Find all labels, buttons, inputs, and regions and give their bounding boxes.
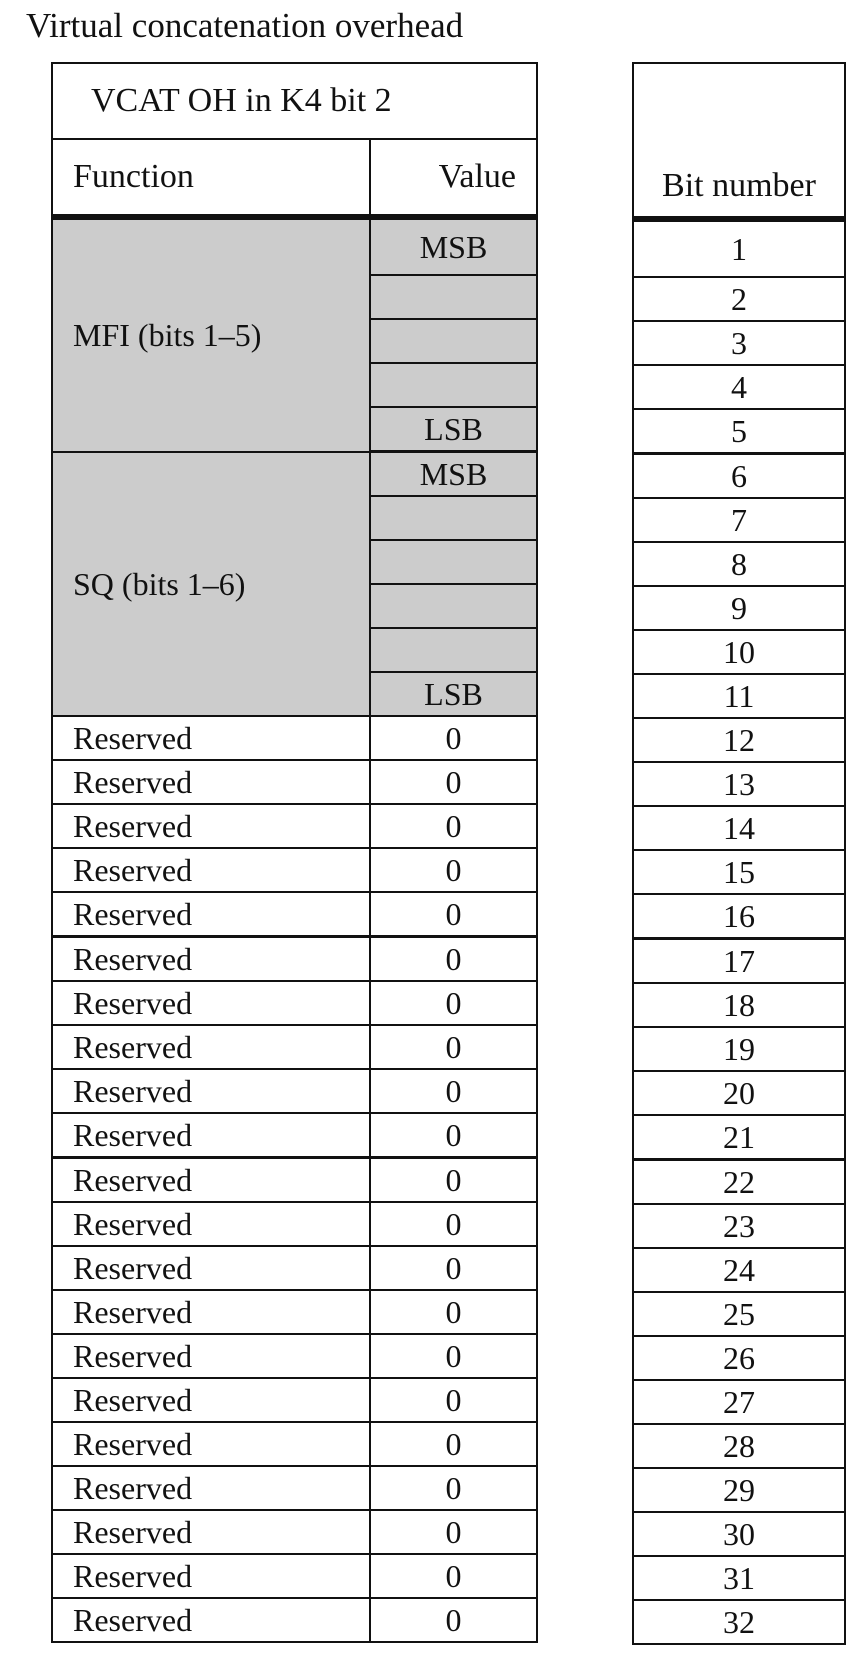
- table-row: [52, 760, 537, 804]
- bit-number-cell: 2: [633, 277, 845, 321]
- bit-row: [633, 1600, 845, 1644]
- bit-number-cell: 3: [633, 321, 845, 365]
- bit-number-cell: 4: [633, 365, 845, 409]
- value-cell: 0: [370, 1158, 537, 1203]
- table-row: [52, 892, 537, 937]
- bit-row: [633, 365, 845, 409]
- bit-number-cell: 29: [633, 1468, 845, 1512]
- table-row: [52, 1290, 537, 1334]
- function-cell: Reserved: [52, 760, 370, 804]
- function-header: Function: [52, 139, 370, 217]
- table-row: [52, 716, 537, 760]
- table-row: [52, 1158, 537, 1203]
- bit-number-header: Bit number: [633, 63, 845, 219]
- value-cell: [370, 584, 537, 628]
- bit-number-cell: 15: [633, 850, 845, 894]
- table-row: [52, 981, 537, 1025]
- function-cell: Reserved: [52, 848, 370, 892]
- value-cell: [370, 540, 537, 584]
- caption-row: [52, 63, 537, 139]
- function-cell: Reserved: [52, 1554, 370, 1598]
- value-cell: [370, 628, 537, 672]
- value-cell: 0: [370, 892, 537, 937]
- value-cell: LSB: [370, 407, 537, 452]
- value-cell: 0: [370, 1202, 537, 1246]
- value-cell: MSB: [370, 217, 537, 275]
- function-cell: Reserved: [52, 716, 370, 760]
- bit-row: [633, 1512, 845, 1556]
- table-row: [52, 1598, 537, 1642]
- bit-header-row: [633, 63, 845, 219]
- value-cell: 0: [370, 716, 537, 760]
- bit-number-cell: 14: [633, 806, 845, 850]
- bit-number-cell: 7: [633, 498, 845, 542]
- bit-number-cell: 10: [633, 630, 845, 674]
- bit-number-cell: 11: [633, 674, 845, 718]
- bit-row: [633, 630, 845, 674]
- function-cell: Reserved: [52, 1113, 370, 1158]
- table-row: [52, 1069, 537, 1113]
- bit-number-cell: 1: [633, 219, 845, 277]
- bit-row: [633, 321, 845, 365]
- table-row: [52, 937, 537, 982]
- value-cell: 0: [370, 1554, 537, 1598]
- bit-number-cell: 8: [633, 542, 845, 586]
- bit-number-cell: 24: [633, 1248, 845, 1292]
- value-cell: 0: [370, 1290, 537, 1334]
- function-cell: Reserved: [52, 937, 370, 982]
- bit-row: [633, 939, 845, 984]
- value-cell: 0: [370, 1378, 537, 1422]
- bit-row: [633, 718, 845, 762]
- bit-number-cell: 23: [633, 1204, 845, 1248]
- bit-row: [633, 454, 845, 499]
- value-cell: 0: [370, 1246, 537, 1290]
- bit-row: [633, 1380, 845, 1424]
- bit-number-cell: 27: [633, 1380, 845, 1424]
- bit-number-cell: 16: [633, 894, 845, 939]
- function-cell: Reserved: [52, 892, 370, 937]
- function-cell: Reserved: [52, 981, 370, 1025]
- bit-number-table: [632, 62, 846, 1645]
- bit-row: [633, 1160, 845, 1205]
- table-row: [52, 1246, 537, 1290]
- function-cell: Reserved: [52, 1466, 370, 1510]
- table-row: [52, 1202, 537, 1246]
- table-caption: VCAT OH in K4 bit 2: [52, 63, 537, 139]
- bit-number-cell: 17: [633, 939, 845, 984]
- bit-row: [633, 1027, 845, 1071]
- value-cell: 0: [370, 1113, 537, 1158]
- value-cell: 0: [370, 1598, 537, 1642]
- bit-row: [633, 762, 845, 806]
- table-row: [52, 217, 537, 275]
- bit-number-cell: 25: [633, 1292, 845, 1336]
- bit-number-cell: 26: [633, 1336, 845, 1380]
- value-cell: 0: [370, 1069, 537, 1113]
- bit-row: [633, 1204, 845, 1248]
- bit-row: [633, 542, 845, 586]
- value-cell: 0: [370, 804, 537, 848]
- bit-row: [633, 1292, 845, 1336]
- vcat-oh-table: [51, 62, 538, 1643]
- value-header: Value: [370, 139, 537, 217]
- bit-row: [633, 674, 845, 718]
- function-cell: Reserved: [52, 1025, 370, 1069]
- value-cell: [370, 275, 537, 319]
- bit-number-cell: 5: [633, 409, 845, 454]
- bit-number-cell: 6: [633, 454, 845, 499]
- function-cell: Reserved: [52, 1378, 370, 1422]
- table-row: [52, 1113, 537, 1158]
- bit-number-cell: 28: [633, 1424, 845, 1468]
- bit-number-cell: 13: [633, 762, 845, 806]
- bit-row: [633, 1071, 845, 1115]
- bit-number-cell: 32: [633, 1600, 845, 1644]
- value-cell: [370, 319, 537, 363]
- bit-row: [633, 1115, 845, 1160]
- bit-number-cell: 19: [633, 1027, 845, 1071]
- value-cell: 0: [370, 981, 537, 1025]
- function-cell: Reserved: [52, 1069, 370, 1113]
- value-cell: LSB: [370, 672, 537, 716]
- bit-number-cell: 9: [633, 586, 845, 630]
- document-title: Virtual concatenation overhead: [26, 6, 464, 45]
- bit-number-cell: 20: [633, 1071, 845, 1115]
- bit-row: [633, 277, 845, 321]
- value-cell: 0: [370, 760, 537, 804]
- function-cell: Reserved: [52, 1246, 370, 1290]
- value-cell: 0: [370, 937, 537, 982]
- table-row: [52, 1510, 537, 1554]
- bit-row: [633, 586, 845, 630]
- value-cell: MSB: [370, 452, 537, 497]
- table-row: [52, 848, 537, 892]
- function-cell: Reserved: [52, 1510, 370, 1554]
- value-cell: 0: [370, 1466, 537, 1510]
- function-cell: Reserved: [52, 1290, 370, 1334]
- bit-row: [633, 1468, 845, 1512]
- table-row: [52, 1025, 537, 1069]
- bit-number-cell: 18: [633, 983, 845, 1027]
- value-cell: 0: [370, 1422, 537, 1466]
- value-cell: [370, 363, 537, 407]
- value-cell: [370, 496, 537, 540]
- bit-number-cell: 12: [633, 718, 845, 762]
- table-row: [52, 1334, 537, 1378]
- function-cell: Reserved: [52, 804, 370, 848]
- function-cell: Reserved: [52, 1158, 370, 1203]
- bit-number-cell: 22: [633, 1160, 845, 1205]
- function-cell: MFI (bits 1–5): [52, 217, 370, 452]
- bit-row: [633, 498, 845, 542]
- bit-number-cell: 30: [633, 1512, 845, 1556]
- function-cell: Reserved: [52, 1422, 370, 1466]
- bit-row: [633, 409, 845, 454]
- function-cell: SQ (bits 1–6): [52, 452, 370, 717]
- bit-row: [633, 1248, 845, 1292]
- bit-row: [633, 983, 845, 1027]
- table-row: [52, 1554, 537, 1598]
- bit-row: [633, 1424, 845, 1468]
- function-cell: Reserved: [52, 1598, 370, 1642]
- value-cell: 0: [370, 1334, 537, 1378]
- table-row: [52, 804, 537, 848]
- table-row: [52, 1422, 537, 1466]
- bit-number-cell: 21: [633, 1115, 845, 1160]
- bit-row: [633, 894, 845, 939]
- value-cell: 0: [370, 1510, 537, 1554]
- function-cell: Reserved: [52, 1202, 370, 1246]
- function-cell: Reserved: [52, 1334, 370, 1378]
- bit-row: [633, 1556, 845, 1600]
- bit-row: [633, 219, 845, 277]
- table-row: [52, 1466, 537, 1510]
- bit-row: [633, 1336, 845, 1380]
- table-row: [52, 1378, 537, 1422]
- value-cell: 0: [370, 848, 537, 892]
- bit-row: [633, 850, 845, 894]
- bit-row: [633, 806, 845, 850]
- table-row: [52, 452, 537, 497]
- header-row: [52, 139, 537, 217]
- value-cell: 0: [370, 1025, 537, 1069]
- bit-number-cell: 31: [633, 1556, 845, 1600]
